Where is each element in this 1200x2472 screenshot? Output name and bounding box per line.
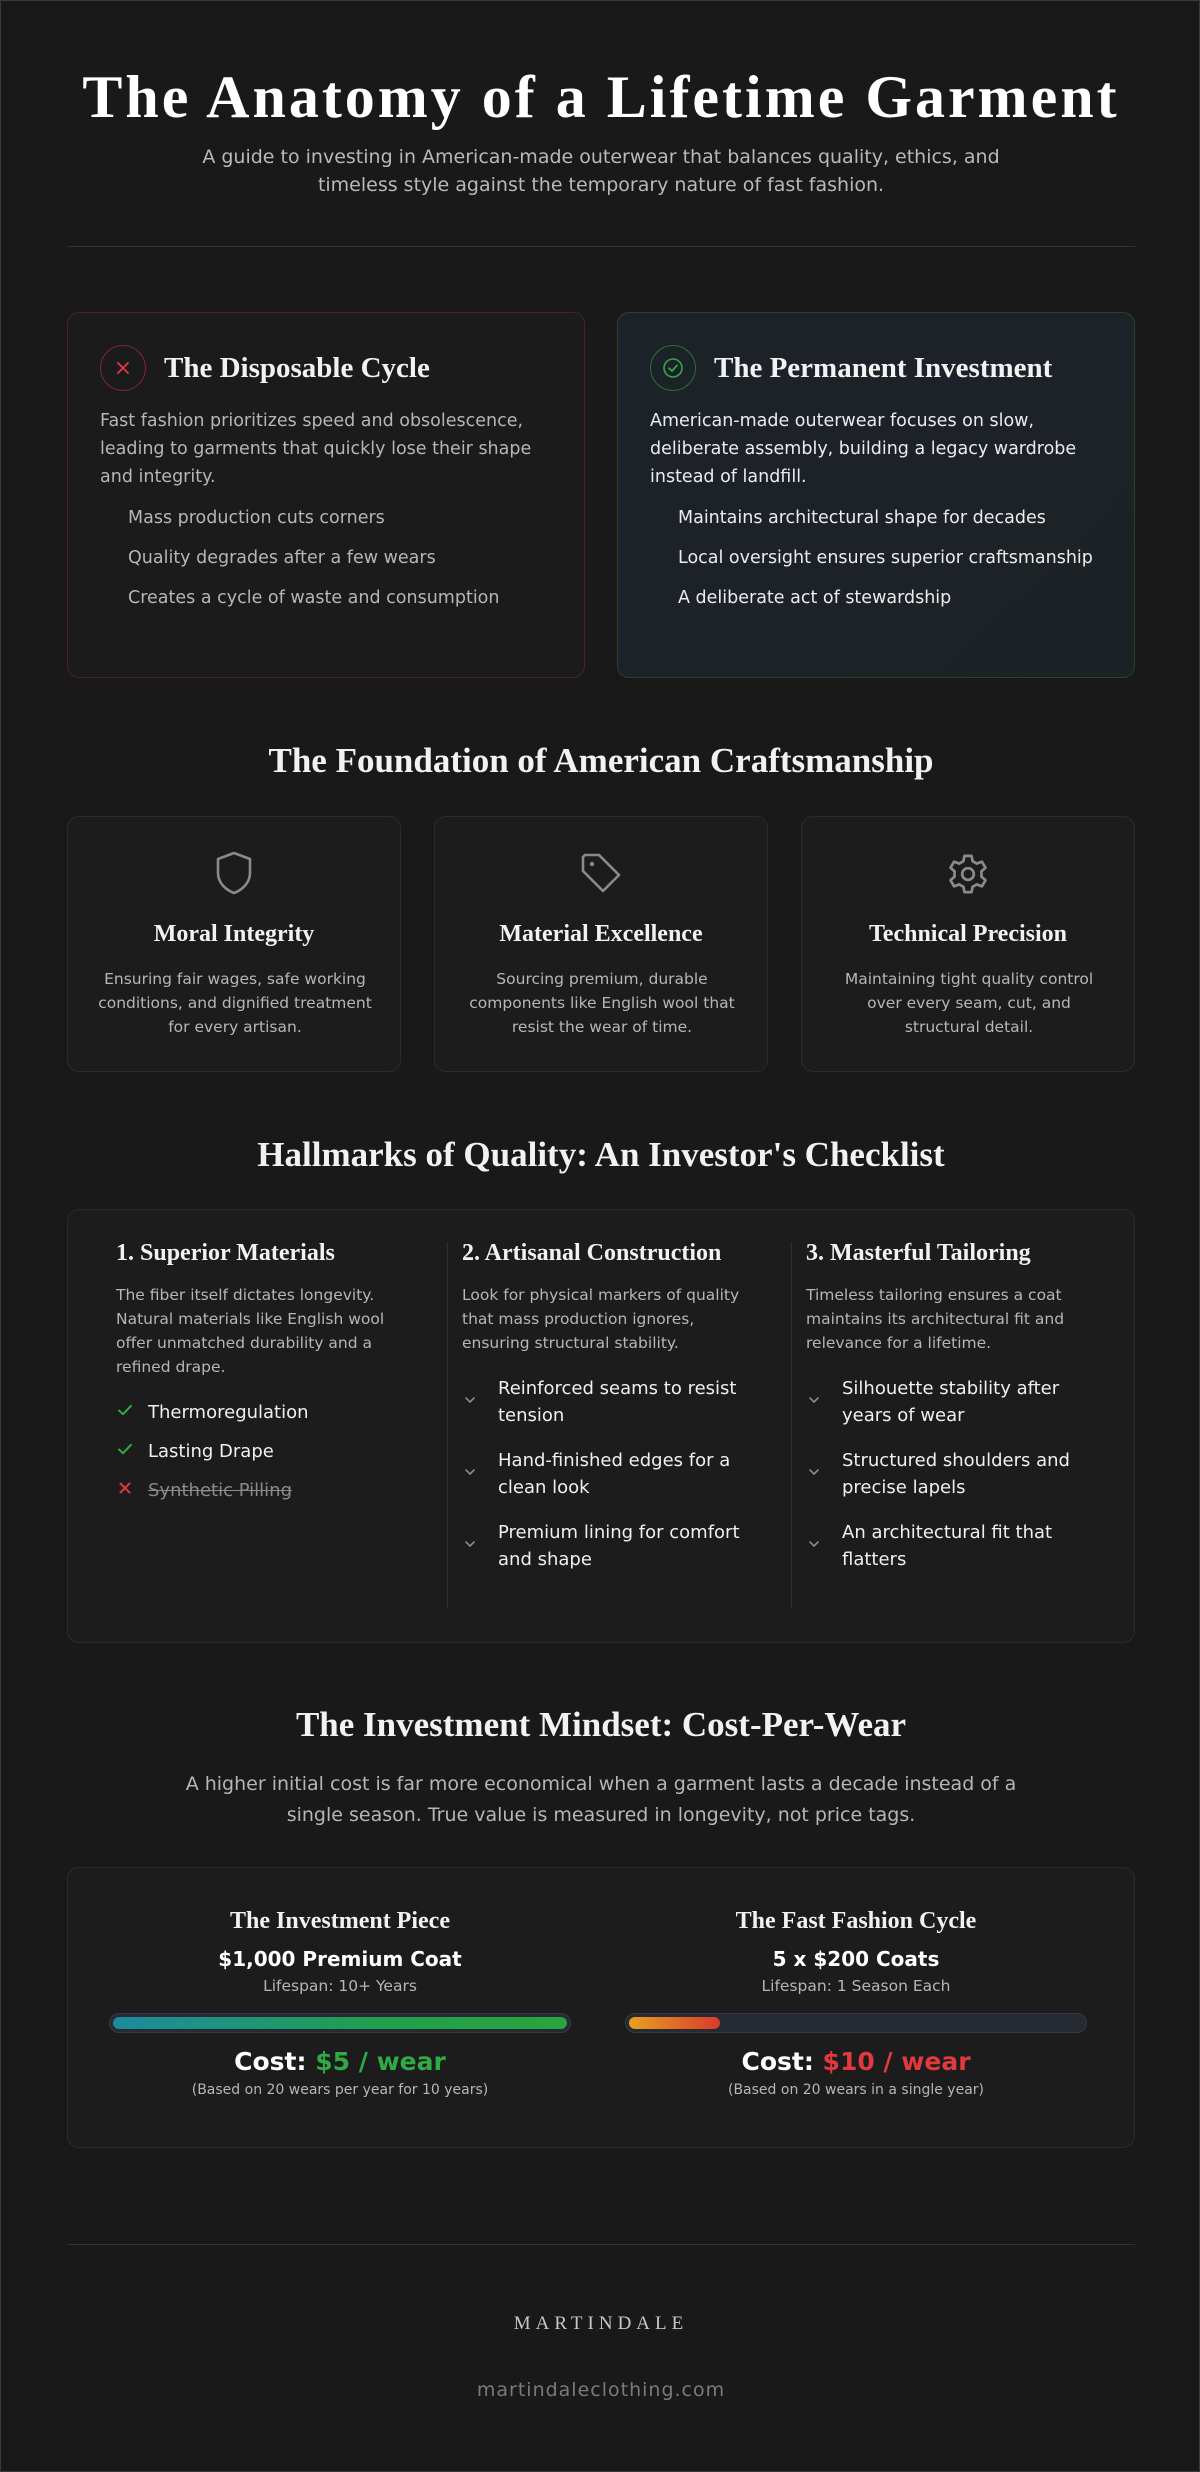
list-item: A deliberate act of stewardship bbox=[678, 588, 952, 608]
accordion-label: Hand-finished edges for a clean look bbox=[498, 1450, 731, 1498]
accordion-item[interactable] bbox=[806, 1519, 1106, 1573]
check-icon bbox=[116, 1438, 148, 1462]
pillar-title: Material Excellence bbox=[499, 921, 703, 947]
shield-icon bbox=[212, 849, 256, 897]
x-icon bbox=[116, 1477, 148, 1501]
disposable-cycle-list bbox=[100, 505, 552, 612]
investment-piece-lifespan: Lifespan: 10+ Years bbox=[263, 1977, 417, 1995]
chevron-down-icon bbox=[462, 1536, 498, 1556]
gear-icon bbox=[943, 849, 993, 899]
disposable-cycle-card bbox=[67, 312, 585, 678]
feature-label: Thermoregulation bbox=[148, 1402, 309, 1423]
website-link[interactable]: martindaleclothing.com bbox=[476, 2379, 726, 2401]
checklist-column-materials bbox=[116, 1240, 416, 1516]
chevron-down-icon bbox=[806, 1464, 842, 1484]
column-divider bbox=[447, 1242, 448, 1608]
fast-fashion-cost bbox=[625, 2047, 1087, 2076]
investment-piece-price: $1,000 Premium Coat bbox=[218, 1947, 462, 1971]
list-item: Creates a cycle of waste and consumption bbox=[128, 588, 500, 608]
lifespan-bar-fill bbox=[629, 2017, 720, 2029]
list-item: Quality degrades after a few wears bbox=[128, 548, 436, 568]
fast-fashion-lifespan: Lifespan: 1 Season Each bbox=[761, 1977, 951, 1995]
cost-per-wear-comparison bbox=[67, 1867, 1135, 2148]
checklist-column-construction bbox=[462, 1240, 762, 1591]
divider bbox=[67, 246, 1135, 247]
feature-item bbox=[116, 1438, 416, 1465]
foundation-title: The Foundation of American Craftsmanship bbox=[268, 741, 934, 780]
list-item: Maintains architectural shape for decades bbox=[678, 508, 1046, 528]
accordion-label: Silhouette stability after years of wear bbox=[842, 1378, 1060, 1426]
tag-icon bbox=[577, 849, 625, 897]
lifespan-bar bbox=[109, 2013, 571, 2033]
fast-fashion-cost-note: (Based on 20 wears in a single year) bbox=[727, 2082, 985, 2098]
cost-per-wear-subtitle: A higher initial cost is far more economical when a garment lasts a decade instead of a single season. True value is measured in longevity, not price tags. bbox=[185, 1773, 1017, 1826]
accordion-item[interactable] bbox=[462, 1447, 762, 1501]
accordion-item[interactable] bbox=[806, 1447, 1106, 1501]
pillar-title: Moral Integrity bbox=[153, 921, 315, 947]
column-title: 2. Artisanal Construction bbox=[462, 1240, 722, 1266]
quality-checklist bbox=[67, 1209, 1135, 1643]
feature-item bbox=[116, 1399, 416, 1426]
accordion-item[interactable] bbox=[462, 1375, 762, 1429]
column-title: 3. Masterful Tailoring bbox=[806, 1240, 1031, 1266]
pillar-moral-integrity bbox=[67, 816, 401, 1072]
pillar-description: Maintaining tight quality control over every seam, cut, and structural detail. bbox=[844, 970, 1094, 1036]
disposable-cycle-description: Fast fashion prioritizes speed and obsolescence, leading to garments that quickly lose their shape and integrity. bbox=[100, 411, 532, 487]
investment-piece-column bbox=[109, 1908, 571, 2098]
divider bbox=[67, 2244, 1135, 2245]
chevron-down-icon bbox=[462, 1392, 498, 1412]
accordion-label: Reinforced seams to resist tension bbox=[498, 1378, 737, 1426]
feature-label: Lasting Drape bbox=[148, 1441, 274, 1462]
pillar-technical-precision bbox=[801, 816, 1135, 1072]
accordion-label: An architectural fit that flatters bbox=[842, 1522, 1053, 1570]
checklist-column-tailoring bbox=[806, 1240, 1106, 1591]
fast-fashion-column bbox=[625, 1908, 1087, 2098]
lifespan-bar-fill bbox=[113, 2017, 567, 2029]
cost-value: $10 / wear bbox=[822, 2047, 971, 2076]
column-description: The fiber itself dictates longevity. Natural materials like English wool offer unmatched durability and a refined drape. bbox=[116, 1286, 385, 1376]
fast-fashion-price: 5 x $200 Coats bbox=[772, 1947, 940, 1971]
cost-label: Cost: bbox=[234, 2047, 307, 2076]
pillar-material-excellence bbox=[434, 816, 768, 1072]
accordion-label: Structured shoulders and precise lapels bbox=[842, 1450, 1070, 1498]
permanent-investment-card bbox=[617, 312, 1135, 678]
feature-item bbox=[116, 1477, 416, 1504]
pillar-description: Ensuring fair wages, safe working conditions, and dignified treatment for every artisan. bbox=[98, 970, 372, 1036]
cost-value: $5 / wear bbox=[315, 2047, 446, 2076]
permanent-investment-description: American-made outerwear focuses on slow, deliberate assembly, building a legacy wardrobe instead of landfill. bbox=[650, 411, 1077, 487]
cost-label: Cost: bbox=[741, 2047, 814, 2076]
page-title: The Anatomy of a Lifetime Garment bbox=[82, 64, 1120, 130]
pillar-description: Sourcing premium, durable components like English wool that resist the wear of time. bbox=[469, 970, 735, 1036]
feature-label: Synthetic Pilling bbox=[148, 1480, 292, 1501]
permanent-investment-list bbox=[650, 505, 1102, 612]
chevron-down-icon bbox=[462, 1464, 498, 1484]
checklist-title: Hallmarks of Quality: An Investor's Checklist bbox=[257, 1135, 945, 1174]
cost-per-wear-title: The Investment Mindset: Cost-Per-Wear bbox=[295, 1705, 907, 1744]
check-circle-icon bbox=[650, 345, 696, 391]
column-title: 1. Superior Materials bbox=[116, 1240, 335, 1266]
disposable-cycle-title: The Disposable Cycle bbox=[164, 351, 430, 384]
pillar-title: Technical Precision bbox=[869, 921, 1067, 947]
brand-logo: MARTINDALE bbox=[513, 2313, 689, 2334]
investment-cost bbox=[109, 2047, 571, 2076]
x-circle-icon bbox=[100, 345, 146, 391]
accordion-item[interactable] bbox=[462, 1519, 762, 1573]
permanent-investment-title: The Permanent Investment bbox=[714, 351, 1053, 384]
list-item: Mass production cuts corners bbox=[128, 508, 385, 528]
investment-piece-title: The Investment Piece bbox=[230, 1908, 450, 1934]
column-description: Timeless tailoring ensures a coat maintains its architectural fit and relevance for a lifetime. bbox=[806, 1286, 1065, 1352]
investment-cost-note: (Based on 20 wears per year for 10 years) bbox=[191, 2082, 489, 2098]
fast-fashion-title: The Fast Fashion Cycle bbox=[735, 1908, 977, 1934]
accordion-item[interactable] bbox=[806, 1375, 1106, 1429]
column-description: Look for physical markers of quality that mass production ignores, ensuring structural stability. bbox=[462, 1286, 740, 1352]
lifespan-bar bbox=[625, 2013, 1087, 2033]
list-item: Local oversight ensures superior craftsmanship bbox=[678, 548, 1093, 568]
check-icon bbox=[116, 1399, 148, 1423]
page-subtitle: A guide to investing in American-made outerwear that balances quality, ethics, and timeless style against the temporary nature of fast fashion. bbox=[202, 146, 1000, 196]
accordion-label: Premium lining for comfort and shape bbox=[498, 1522, 740, 1570]
chevron-down-icon bbox=[806, 1536, 842, 1556]
chevron-down-icon bbox=[806, 1392, 842, 1412]
column-divider bbox=[791, 1242, 792, 1608]
